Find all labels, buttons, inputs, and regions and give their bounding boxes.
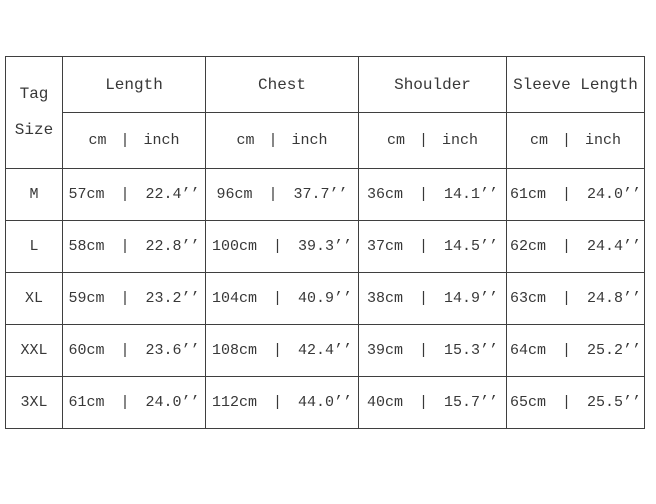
chest-value: 108cm | 42.4’’: [206, 325, 359, 377]
sleeve-value: 62cm | 24.4’’: [507, 221, 645, 273]
column-header-tag-size: Tag Size: [6, 57, 63, 169]
sleeve-value: 65cm | 25.5’’: [507, 377, 645, 429]
shoulder-value: 38cm | 14.9’’: [359, 273, 507, 325]
length-value: 59cm | 23.2’’: [63, 273, 206, 325]
unit-header-shoulder: cm | inch: [359, 113, 507, 169]
chest-value: 96cm | 37.7’’: [206, 169, 359, 221]
header-row: [6, 57, 645, 113]
unit-header-row: [6, 113, 645, 169]
chest-value: 100cm | 39.3’’: [206, 221, 359, 273]
unit-header-length: cm | inch: [63, 113, 206, 169]
table-row-l: [6, 221, 645, 273]
size-label: XL: [6, 273, 63, 325]
shoulder-value: 40cm | 15.7’’: [359, 377, 507, 429]
length-value: 58cm | 22.8’’: [63, 221, 206, 273]
unit-header-chest: cm | inch: [206, 113, 359, 169]
size-label: XXL: [6, 325, 63, 377]
chest-value: 112cm | 44.0’’: [206, 377, 359, 429]
table-row-3xl: [6, 377, 645, 429]
column-header-length: Length: [63, 57, 206, 113]
size-label: L: [6, 221, 63, 273]
sleeve-value: 64cm | 25.2’’: [507, 325, 645, 377]
column-header-chest: Chest: [206, 57, 359, 113]
length-value: 60cm | 23.6’’: [63, 325, 206, 377]
length-value: 61cm | 24.0’’: [63, 377, 206, 429]
table-row-m: [6, 169, 645, 221]
size-label: M: [6, 169, 63, 221]
unit-header-sleeve-length: cm | inch: [507, 113, 645, 169]
column-header-shoulder: Shoulder: [359, 57, 507, 113]
size-chart-table: [5, 56, 645, 429]
table-row-xl: [6, 273, 645, 325]
shoulder-value: 36cm | 14.1’’: [359, 169, 507, 221]
table-row-xxl: [6, 325, 645, 377]
shoulder-value: 39cm | 15.3’’: [359, 325, 507, 377]
shoulder-value: 37cm | 14.5’’: [359, 221, 507, 273]
length-value: 57cm | 22.4’’: [63, 169, 206, 221]
sleeve-value: 61cm | 24.0’’: [507, 169, 645, 221]
chest-value: 104cm | 40.9’’: [206, 273, 359, 325]
size-label: 3XL: [6, 377, 63, 429]
column-header-sleeve-length: Sleeve Length: [507, 57, 645, 113]
sleeve-value: 63cm | 24.8’’: [507, 273, 645, 325]
